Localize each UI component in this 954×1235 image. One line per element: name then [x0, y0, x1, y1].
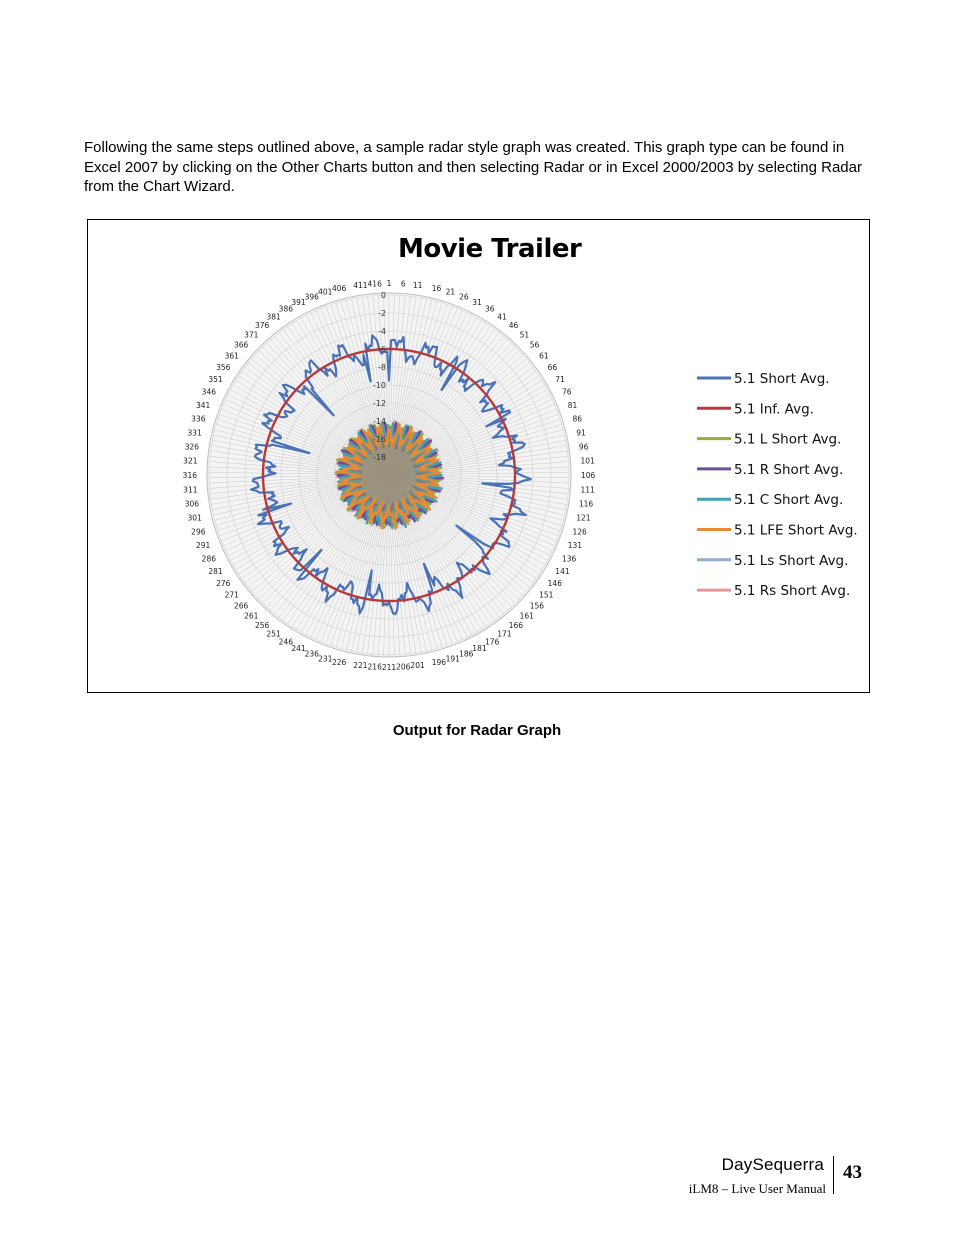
category-label: 66 [547, 362, 558, 372]
legend-label: 5.1 C Short Avg. [734, 492, 844, 509]
category-label: 376 [254, 320, 270, 330]
category-label: 246 [278, 637, 293, 647]
category-label: 381 [266, 312, 281, 322]
category-label: 211 [381, 663, 397, 672]
category-label: 121 [576, 513, 591, 523]
category-label: 281 [208, 567, 223, 576]
category-label: 291 [195, 541, 211, 551]
category-label: 256 [254, 621, 270, 631]
category-label: 71 [555, 375, 565, 384]
legend-label: 5.1 L Short Avg. [734, 431, 842, 448]
category-label: 241 [291, 644, 306, 653]
category-label: 296 [191, 527, 206, 537]
category-label: 106 [581, 471, 596, 480]
category-label: 316 [182, 471, 197, 480]
category-label: 151 [539, 590, 554, 600]
footer-brand-logo: DaySequerra [721, 1155, 824, 1174]
category-label: 231 [318, 654, 333, 664]
radial-tick-label: -18 [372, 453, 386, 462]
radial-tick-label: -10 [372, 381, 386, 390]
radial-tick-label: -6 [378, 345, 386, 354]
chart-title: Movie Trailer [398, 234, 582, 264]
category-label: 136 [562, 554, 577, 564]
category-label: 406 [331, 283, 347, 293]
radial-tick-label: -16 [372, 435, 386, 444]
category-label: 396 [304, 292, 319, 302]
radar-chart-figure [87, 219, 870, 693]
category-label: 251 [266, 629, 281, 639]
category-label: 336 [191, 414, 206, 424]
radial-tick-label: -14 [372, 417, 386, 426]
category-label: 226 [331, 658, 347, 668]
category-label: 366 [233, 340, 249, 350]
legend-label: 5.1 Inf. Avg. [734, 401, 814, 418]
category-label: 86 [572, 414, 583, 424]
category-label: 261 [244, 611, 259, 621]
figure-caption: Output for Radar Graph [392, 722, 562, 739]
category-label: 191 [445, 654, 460, 664]
category-label: 346 [201, 387, 216, 397]
category-label: 81 [567, 400, 578, 410]
category-label: 131 [567, 541, 583, 551]
category-label: 6 [400, 279, 406, 289]
category-label: 356 [216, 362, 231, 372]
radial-tick-label: -12 [372, 399, 386, 408]
legend-label: 5.1 LFE Short Avg. [734, 522, 858, 539]
legend-label: 5.1 Short Avg. [734, 371, 830, 387]
category-label: 271 [224, 590, 239, 600]
page-number: 43 [843, 1162, 862, 1183]
footer-manual-title: iLM8 – Live User Manual [688, 1181, 826, 1196]
intro-paragraph: Following the same steps outlined above, a sample radar style graph was created. This graph type can be found in Excel 2007 by clicking on the Other Charts button and then selecting Radar or in Excel 2000/2003 by selecting Radar from the Chart Wizard. [84, 139, 862, 195]
category-label: 171 [497, 629, 512, 639]
category-label: 361 [224, 351, 239, 361]
radial-tick-label: -2 [378, 309, 386, 318]
category-label: 1 [386, 279, 392, 288]
category-label: 56 [529, 340, 540, 350]
category-label: 176 [485, 637, 500, 647]
category-label: 31 [472, 298, 482, 307]
category-label: 286 [201, 554, 216, 564]
category-label: 276 [216, 579, 231, 589]
category-label: 236 [304, 649, 319, 659]
category-label: 311 [183, 485, 198, 495]
category-label: 111 [580, 485, 595, 495]
category-label: 21 [445, 287, 456, 297]
footer-divider [833, 1156, 834, 1194]
category-label: 351 [208, 375, 223, 384]
radial-tick-label: -4 [378, 327, 386, 336]
category-label: 391 [291, 298, 306, 307]
category-label: 371 [244, 330, 259, 340]
category-label: 201 [410, 660, 425, 670]
radar-chart [88, 220, 869, 692]
category-label: 41 [497, 312, 507, 322]
legend-label: 5.1 R Short Avg. [734, 461, 844, 478]
category-label: 101 [580, 456, 595, 466]
category-label: 61 [539, 351, 549, 361]
category-label: 161 [519, 611, 534, 621]
category-label: 96 [578, 442, 589, 452]
legend-label: 5.1 Rs Short Avg. [734, 583, 851, 600]
category-label: 91 [576, 428, 586, 438]
radial-tick-label: 0 [380, 291, 386, 300]
legend-label: 5.1 Ls Short Avg. [734, 552, 849, 569]
category-label: 221 [353, 660, 368, 670]
category-label: 46 [508, 320, 519, 330]
category-label: 326 [184, 442, 200, 452]
category-label: 166 [508, 621, 524, 631]
category-label: 341 [195, 400, 211, 410]
category-label: 206 [396, 662, 411, 672]
category-label: 266 [233, 601, 249, 611]
category-label: 156 [529, 601, 545, 611]
category-label: 146 [547, 579, 562, 589]
category-label: 306 [184, 499, 200, 509]
category-label: 141 [555, 567, 570, 576]
category-label: 216 [367, 662, 382, 672]
category-label: 116 [578, 499, 594, 509]
category-label: 411 [353, 281, 368, 291]
category-label: 51 [519, 330, 530, 340]
category-label: 196 [431, 658, 447, 668]
category-label: 416 [367, 279, 382, 289]
category-label: 186 [459, 649, 474, 659]
chart-legend [697, 371, 858, 599]
category-label: 11 [412, 281, 423, 291]
category-label: 36 [485, 304, 495, 314]
category-label: 331 [187, 428, 202, 438]
category-label: 26 [459, 292, 469, 302]
category-label: 321 [183, 456, 198, 466]
radial-tick-label: -8 [378, 363, 386, 372]
category-label: 181 [472, 644, 487, 653]
category-label: 301 [187, 513, 202, 523]
category-label: 126 [572, 527, 587, 537]
category-label: 386 [278, 304, 293, 314]
category-label: 76 [562, 387, 572, 397]
category-label: 16 [431, 283, 442, 293]
category-label: 401 [318, 287, 333, 297]
